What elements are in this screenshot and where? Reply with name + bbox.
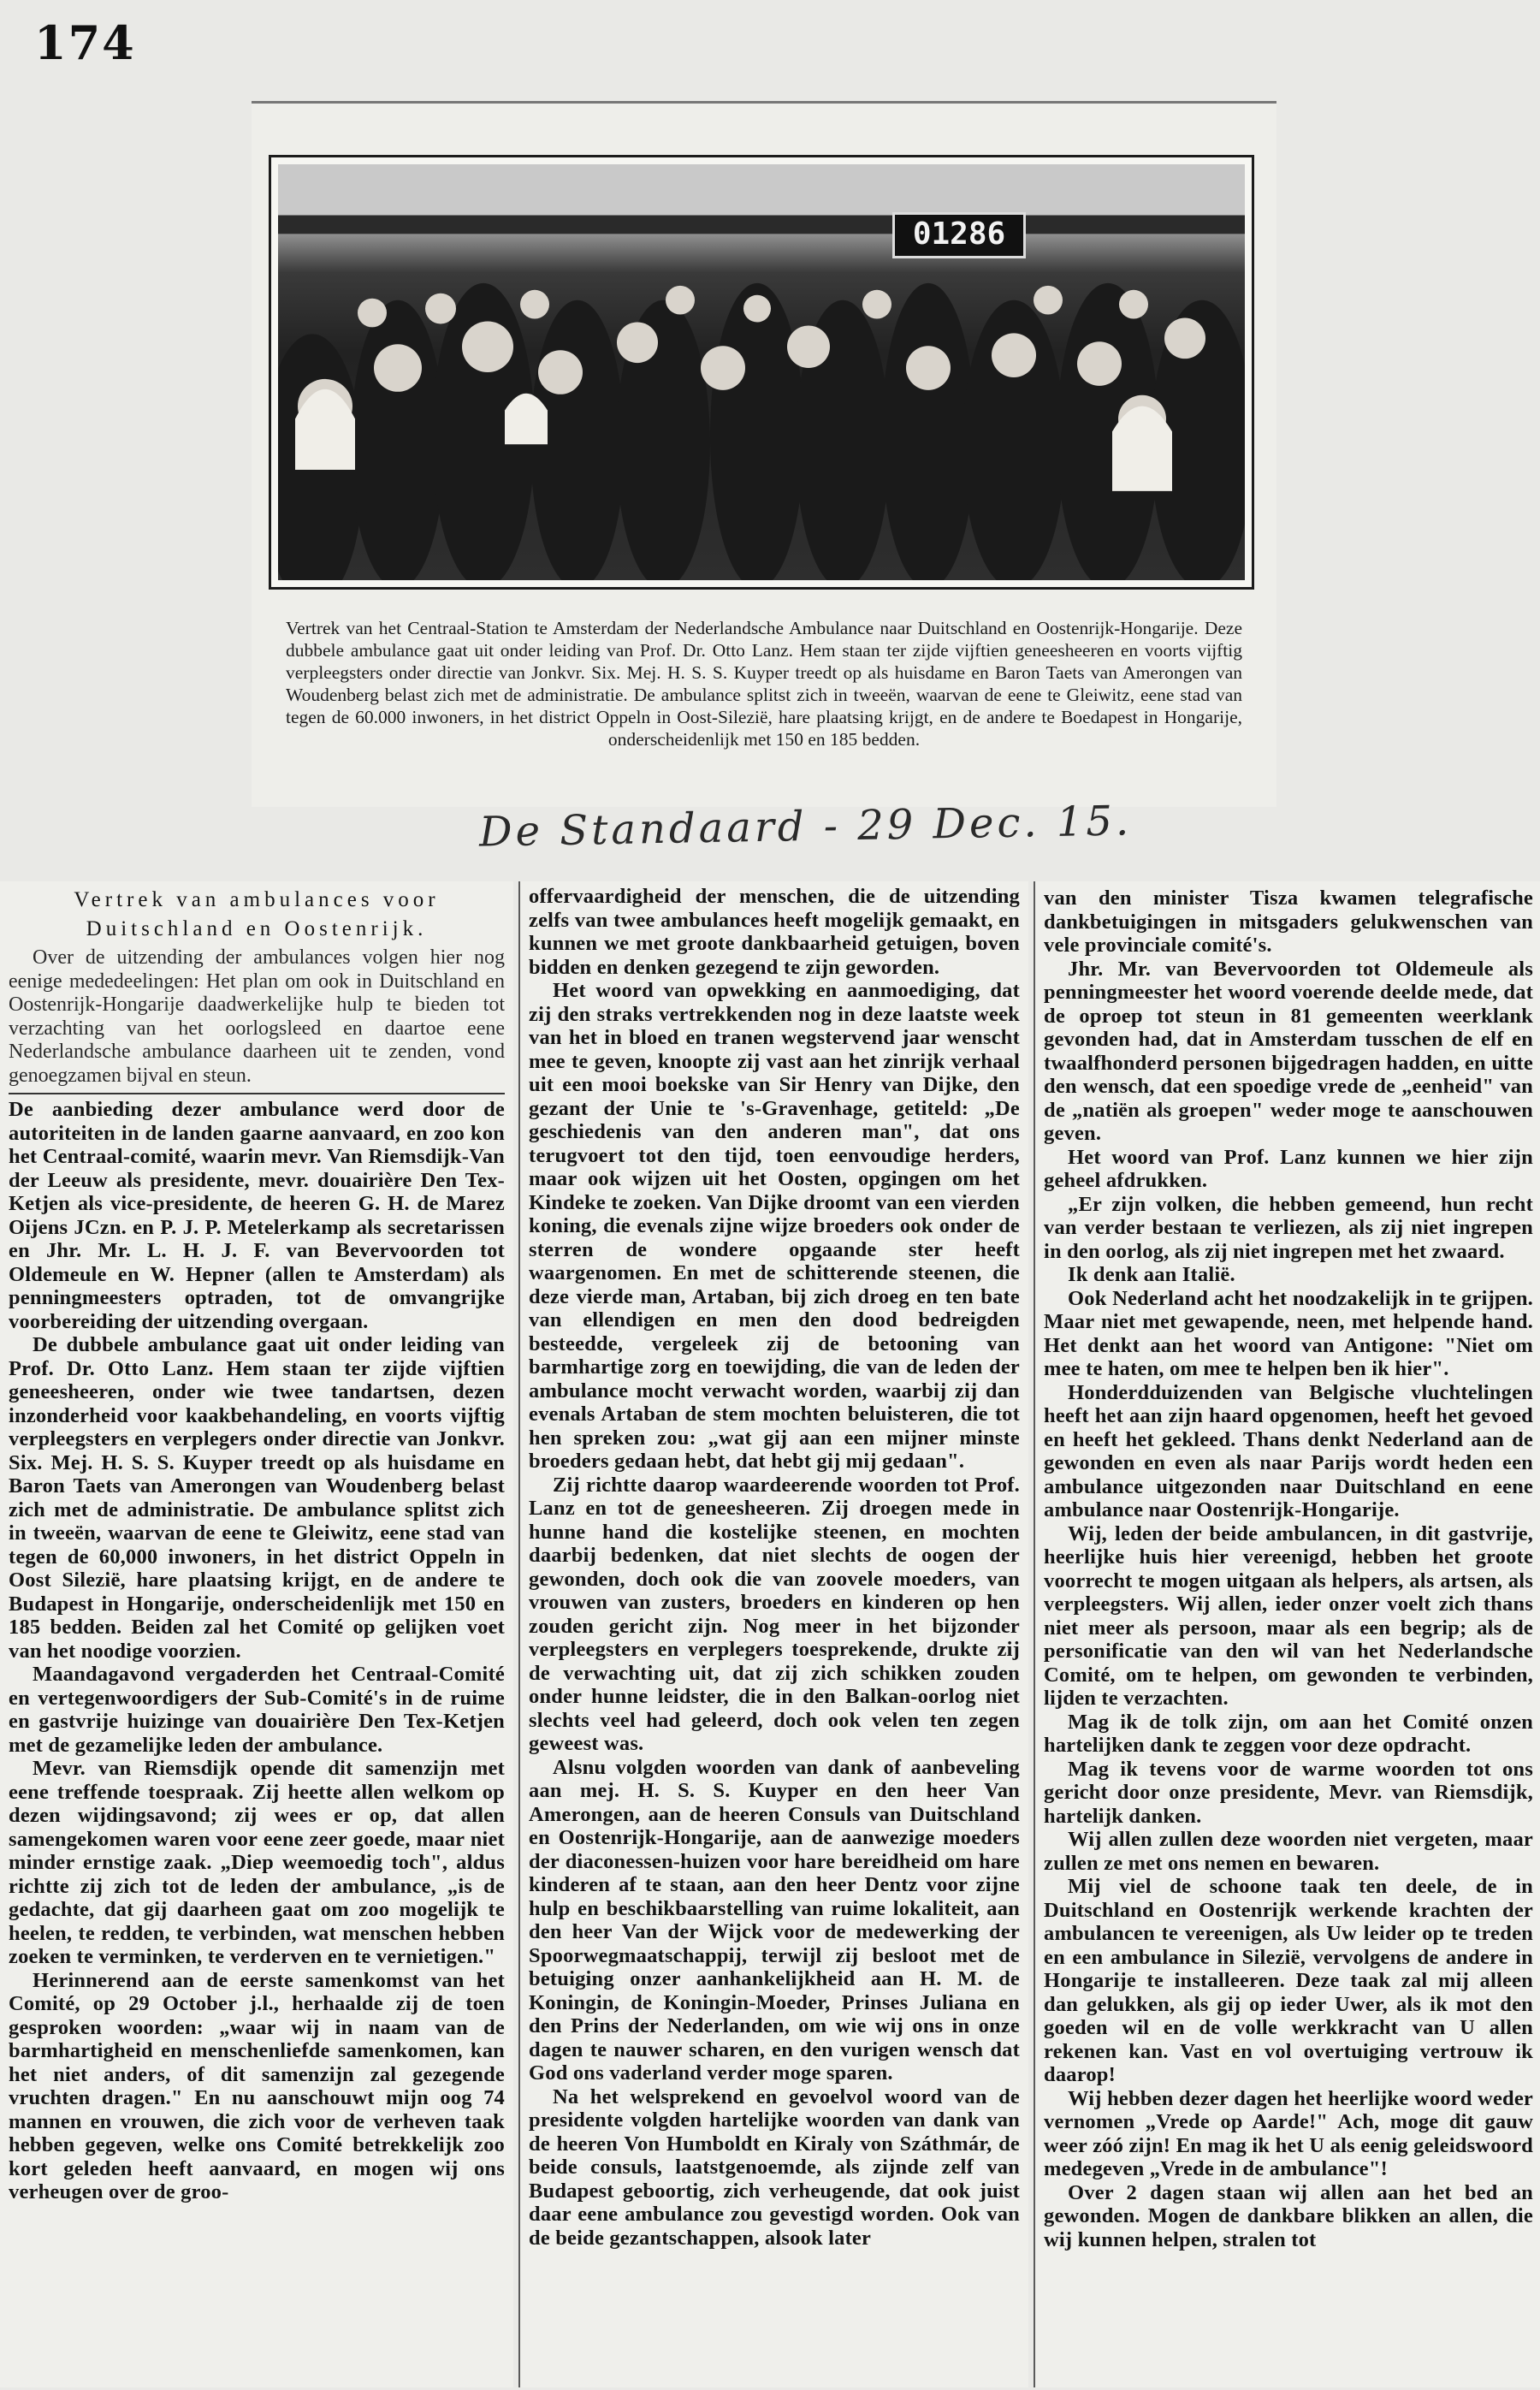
article-paragraph: De aanbieding dezer ambulance werd door de autoriteiten in de landen gaarne aanvaard, en zoo kon het Centraal-comité, waarin mevr. Van Riemsdijk-Van der Leeuw als presidente, mevr. douairière Den Tex-Ketjen als vice-presidente, de heeren G. H. de Marez Oijens JCzn. en P. J. P. Metelerkamp als secretarissen en Jhr. Mr. L. H. J. F. van Bevervoorden tot Oldemeule en W. Hepner (allen te Amsterdam) als penningmeesters optraden, tot de omvangrijke voorbereiding der uitzending overgaan. [9, 1098, 505, 1333]
article-column-2 [518, 881, 1028, 2387]
article-paragraph: Jhr. Mr. van Bevervoorden tot Oldemeule als penningmeester het woord voerende deelde mede, dat de oproep tot steun in 81 gemeenten weerklank gevonden had, dat in Amsterdam tusschen de elf en twaalfhonderd personen bijgedragen hadden, en uitte den wensch, dat een spoedige vrede de „eenheid" van de „natiën als groepen" weder moge te aanschouwen geven. [1044, 957, 1533, 1145]
article-headline-line-1: Vertrek van ambulances voor [74, 888, 440, 911]
article-paragraph: Het woord van Prof. Lanz kunnen we hier zijn geheel afdrukken. [1044, 1145, 1533, 1192]
article-paragraph: Over 2 dagen staan wij allen aan het bed an gewonden. Mogen de dankbare blikken an allen, die wij kunnen helpen, stralen tot [1044, 2180, 1533, 2251]
photo-caption: Vertrek van het Centraal-Station te Amsterdam der Nederlandsche Ambulance naar Duitschland en Oostenrijk-Hongarije. Deze dubbele ambulance gaat uit onder leiding van Prof. Dr. Otto Lanz. Hem staan ter zijde vijftien geneesheeren en voorts vijftig verpleegsters onder directie van Jonkvr. Six. Mej. H. S. S. Kuyper treedt op als huisdame en Baron Taets van Amerongen van Woudenberg belast zich met de administratie. De ambulance splitst zich in tweeën, waarvan de eene te Gleiwitz, eene stad van tegen de 60.000 inwoners, in het district Oppeln in Oost-Silezië, hare plaatsing krijgt, en de andere te Boedapest in Hongarije, onderscheidenlijk met 150 en 185 bedden. [286, 618, 1242, 750]
article-paragraph: Honderdduizenden van Belgische vluchtelingen heeft het aan zijn haard opgenomen, heeft het gevoed en heeft het gekleed. Thans denkt Nederland aan de gewonden en even als naar Parijs wordt heden een ambulance uitgezonden naar Duitschland en eene ambulance naar Oostenrijk-Hongarije. [1044, 1380, 1533, 1521]
article-paragraph: Wij hebben dezer dagen het heerlijke woord weder vernomen „Vrede op Aarde!" Ach, moge dit gauw weer zóó zijn! En mag ik het U als eenig geleidswoord medegeven „Vrede in de ambulance"! [1044, 2086, 1533, 2180]
station-photo [278, 164, 1245, 580]
article-intro: Over de uitzending der ambulances volgen hier nog eenige mededeelingen: Het plan om ook in Duitschland en Oostenrijk-Hongarije daadwerkelijke hulp te bieden tot verzachting van het oorlogsleed en daartoe eene Nederlandsche ambulance daarheen uit te zenden, vond genoegzamen bijval en steun. [9, 946, 505, 1087]
article-paragraph: Wij, leden der beide ambulancen, in dit gastvrije, heerlijke huis hier vereenigd, hebben het groote voorrecht te mogen uitgaan als helpers, als artsen, als verpleegsters. Wij allen, ieder onzer voelt zich thans niet meer als persoon, maar als een begrip; als de personificatie van den wil van het Nederlandsche Comité, om te helpen, om gewonden te verbinden, lijden te verzachten. [1044, 1521, 1533, 1710]
article-paragraph: Mag ik tevens voor de warme woorden tot ons gericht door onze presidente, Mevr. van Riemsdijk, hartelijk danken. [1044, 1757, 1533, 1828]
article-column-1 [0, 881, 513, 2387]
article-paragraph: Wij allen zullen deze woorden niet vergeten, maar zullen ze met ons nemen en bewaren. [1044, 1828, 1533, 1875]
page-number: 174 [34, 15, 136, 70]
article-paragraph: Zij richtte daarop waardeerende woorden tot Prof. Lanz en tot de geneesheeren. Zij droegen mede in hunne hand die kostelijke steenen, en mochten daarbij bedenken, dat niet slechts de oogen der gewonden, doch ook die van zoovele moeders, van vrouwen van zusters, broeders en kinderen op hen zouden gericht zijn. Nog meer in het bijzonder verpleegsters en verplegers toesprekende, drukte zij de verwachting uit, dat zij zich schikken zouden onder hunne leidster, die in den Balkan-oorlog niet slechts veel had geleerd, doch ook velen ten zegen geweest was. [529, 1473, 1020, 1755]
photo-frame [269, 155, 1254, 590]
article-paragraph: Mag ik de tolk zijn, om aan het Comité onzen hartelijken dank te zeggen voor deze opdracht. [1044, 1710, 1533, 1757]
article-paragraph: Het woord van opwekking en aanmoediging, dat zij den straks vertrekkenden nog in deze laatste week van het in bloed en tranen wegstervend jaar wenscht mee te geven, knoopte zij vast aan het zinrijk verhaal uit een mooi boekske van Sir Henry van Dijke, den gezant der Unie te 's-Gravenhage, getiteld: „De geschiedenis van den anderen man", dat ons terugvoert tot den tijd, toen eenvoudige herders, maar ook wijzen uit het Oosten, opgingen om het Kindeke te zoeken. Van Dijke droomt van een vierden koning, die evenals zijne wijze broeders ook onder de sterren de wondere opgaande ster heeft waargenomen. En met de schitterende steenen, die deze vierde man, Artaban, bij zich droeg en ten bate van ellendigen en men den dood bedreigden besteedde, vergeleek zij de betooning van barmhartige zorg en toewijding, die van de leden der ambulance mocht verwacht worden, waarbij zij dan evenals Artaban de stem mochten beluisteren, die tot hen spreken zou: „wat gij aan een mijner minste broeders gedaan hebt, dat hebt gij mij gedaan". [529, 979, 1020, 1473]
handwritten-source-note: De Standaard - 29 Dec. 15. [478, 797, 1133, 857]
article-paragraph: Alsnu volgden woorden van dank of aanbeveling aan mej. H. S. S. Kuyper en den heer Van Amerongen, aan de heeren Consuls van Duitschland en Oostenrijk-Hongarije, aan de aanwezige moeders der diaconessen-huizen voor hare bereidheid om hare kinderen af te staan, aan den heer Dentz voor zijne hulp en beschikbaarstelling van ruime lokaliteit, aan den heer Van der Wijck voor de medewerking der Spoorwegmaatschappij, terwijl zij besloot met de betuiging onzer aanhankelijkheid aan H. M. de Koningin, de Koningin-Moeder, Prinses Juliana en den Prins der Nederlanden, om wie wij ons in onze dagen te nauwer scharen, en den vurigen wensch dat God ons vaderland verder moge sparen. [529, 1755, 1020, 2085]
article-column-3 [1034, 881, 1540, 2387]
article-paragraph: offervaardigheid der menschen, die de uitzending zelfs van twee ambulances heeft mogelijk gemaakt, en kunnen we met groote dankbaarheid getuigen, boven bidden en denken gezegend te zijn geworden. [529, 885, 1020, 979]
article-paragraph: De dubbele ambulance gaat uit onder leiding van Prof. Dr. Otto Lanz. Hem staan ter zijde vijftien geneesheeren, onder wie twee tandartsen, dezen inzonderheid voor kaakbehandeling, en voorts vijftig verpleegsters en verplegers onder directie van Jonkvr. Six. Mej. H. S. S. Kuyper treedt op als huisdame en Baron Taets van Amerongen van Woudenberg belast zich met de administratie. De ambulance splitst zich in tweeën, waarvan de eene te Gleiwitz, eene stad van tegen de 60,000 inwoners, in het district Oppeln in Oost Silezië, hare plaatsing krijgt, en de andere te Budapest in Hongarije, onderscheidenlijk met 150 en 185 bedden. Beiden zal het Comité op gelijken voet van het noodige voorzien. [9, 1333, 505, 1663]
coach-number-plate: 01286 [892, 212, 1026, 258]
article-paragraph: Mij viel de schoone taak ten deele, de in Duitschland en Oostenrijk werkende krachten der ambulancen te vereenigen, als Uw leider op te treden en een ambulance in Silezië, vervolgens de andere in Hongarije te installeeren. Deze taak zal mij alleen dan gelukken, als gij op ieder Uwer, als ik mot den goeden wil en de volle werkkracht van U allen rekenen kan. Vast en vol overtuiging vertrouw ik daarop! [1044, 1875, 1533, 2086]
crowd-silhouettes [278, 164, 1245, 580]
article-paragraph: van den minister Tisza kwamen telegrafische dankbetuigingen in mitsgaders gelukwenschen van vele provinciale comité's. [1044, 887, 1533, 957]
article-body-bold [9, 1093, 505, 2204]
article-paragraph: Na het welsprekend en gevoelvol woord van de presidente volgden hartelijke woorden van dank van de heeren Von Humboldt en Kiraly von Száthmár, de beide consuls, laatstgenoemde, als zijnde zelf van Budapest geboortig, zich verheugende, dat ook juist daar eene ambulance zou gevestigd worden. Ook van de beide gezantschappen, alsook later [529, 2085, 1020, 2250]
article-paragraph: „Er zijn volken, die hebben gemeend, hun recht van verder bestaan te verliezen, als zij niet ingrepen in den oorlog, als zij niet ingrepen met het zwaard. [1044, 1192, 1533, 1263]
article-paragraph: Herinnerend aan de eerste samenkomst van het Comité, op 29 October j.l., herhaalde zij de toen gesproken woorden: „waar wij in naam van de barmhartigheid en menschenliefde samenkomen, kan het niet anders, of dit samenzijn zal gezegende vruchten dragen." En nu aanschouwt mijn oog 74 mannen en vrouwen, die zich voor de verheven taak hebben gegeven, welke ons Comité betrekkelijk zoo kort geleden heeft aanvaard, en mogen wij ons verheugen over de groo- [9, 1968, 505, 2203]
article-paragraph: Ook Nederland acht het noodzakelijk in te grijpen. Maar niet met gewapende, neen, met helpende hand. Het denkt aan het woord van Antigone: "Niet om mee te haten, om mee te helpen ben ik hier". [1044, 1286, 1533, 1380]
article-paragraph: Ik denk aan Italië. [1068, 1263, 1235, 1286]
photo-clipping [252, 101, 1276, 807]
article-paragraph: Mevr. van Riemsdijk opende dit samenzijn met eene treffende toespraak. Zij heette allen welkom op dezen wijdingsavond; zij wees er op, dat allen samengekomen waren voor eene zeer goede, maar niet minder ernstige zaak. „Diep weemoedig toch", aldus richtte zij zich tot de leden der ambulance, „is de gedachte, dat gij daarheen gaat om zoo mogelijk te heelen, te redden, te verbinden, wat menschen hebben zoeken te verminken, te verderven en te vernietigen." [9, 1757, 505, 1968]
article-headline-line-2: Duitschland en Oostenrijk. [86, 917, 428, 940]
article-paragraph: Maandagavond vergaderden het Centraal-Comité en vertegenwoordigers der Sub-Comité's in de ruime en gastvrije huizinge van douairière Den Tex-Ketjen met de gezamelijke leden der ambulance. [9, 1663, 505, 1757]
